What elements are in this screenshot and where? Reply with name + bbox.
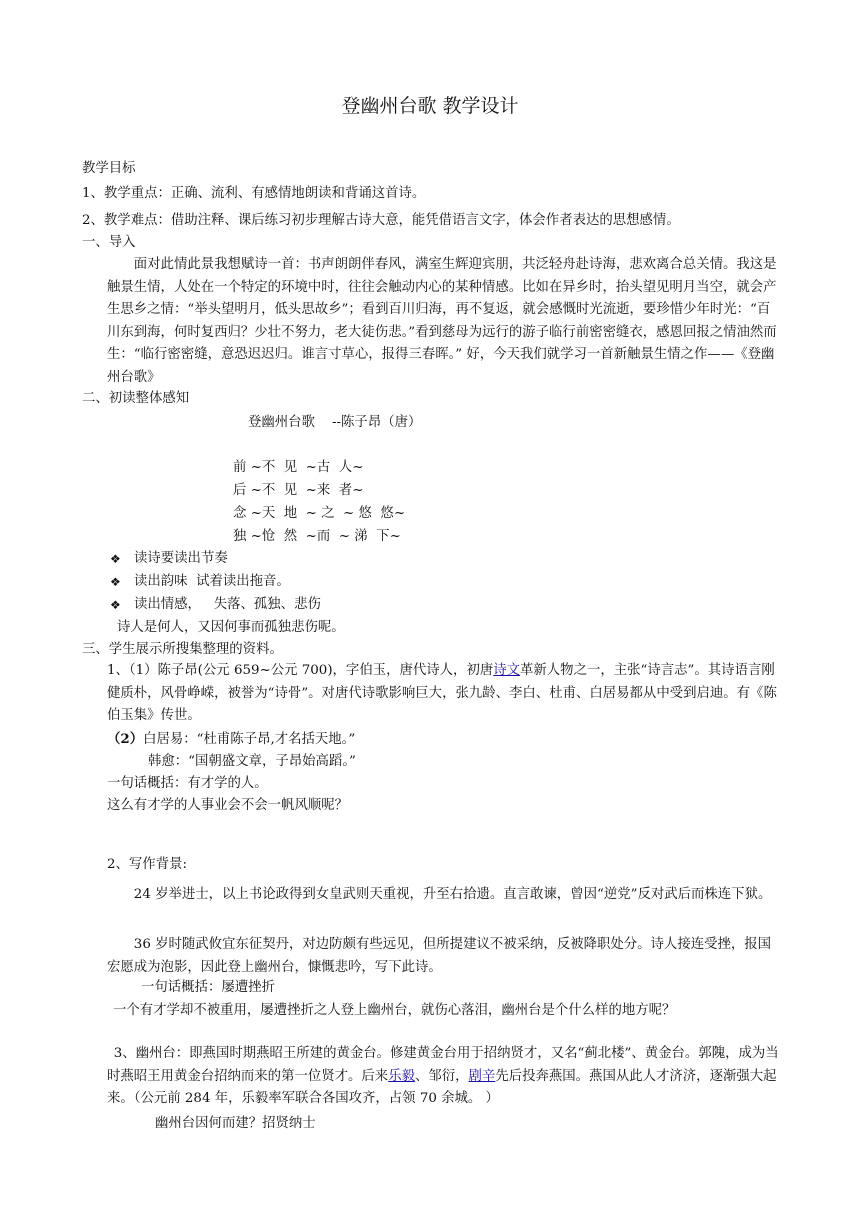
section2-heading: 二、初读整体感知 xyxy=(82,391,190,406)
diamond-bullet-icon: ❖ xyxy=(110,575,121,589)
youzhou-tower-paragraph: 3、幽州台：即燕国时期燕昭王所建的黄金台。修建黄金台用于招纳贤才，又名“蓟北楼”、黄金台。郭隗，成为当时燕昭王用黄金台招纳而来的第一位贤才。后来乐毅、邹衍，剧辛先后投奔燕国。燕国从此人才济济，逐渐强大起来。（公元前 284 年，乐毅率军联合各国攻齐，占领 70 余城。 ） xyxy=(107,1046,779,1107)
poem-line-3: 念 ~天 地 ~ 之 ~ 悠 悠~ xyxy=(233,506,406,521)
section3-heading: 三、学生展示所搜集整理的资料。 xyxy=(82,642,283,657)
poem-line-1: 前 ~不 见 ~古 人~ xyxy=(233,460,364,475)
goal-key-point: 1、教学重点：正确、流利、有感情地朗读和背诵这首诗。 xyxy=(82,186,426,201)
poem-title: 登幽州台歌 --陈子昂（唐） xyxy=(248,415,422,430)
bullet-item-1: 读诗要读出节奏 xyxy=(134,551,228,566)
summary-2: 一句话概括：屡遭挫折 xyxy=(141,980,275,995)
poem-line-4: 独 ~怆 然 ~而 ~ 涕 下~ xyxy=(233,529,401,544)
poetry-link[interactable]: 诗文 xyxy=(493,663,521,678)
bullet-item-2: 读出韵味 试着读出拖音。 xyxy=(134,574,290,589)
page-title: 登幽州台歌 教学设计 xyxy=(341,95,519,117)
diamond-bullet-icon: ❖ xyxy=(110,552,121,566)
quote-2: 韩愈：“国朝盛文章，子昂始高蹈。” xyxy=(148,754,356,769)
tower-question: 幽州台因何而建？招贤纳士 xyxy=(155,1116,316,1131)
ju-xin-link[interactable]: 剧辛 xyxy=(468,1068,496,1084)
section1-heading: 一、导入 xyxy=(82,235,136,250)
poet-question: 诗人是何人，又因何事而孤独悲伤呢。 xyxy=(117,620,345,635)
question-1: 这么有才学的人事业会不会一帆风顺呢？ xyxy=(107,798,349,813)
intro-paragraph: 面对此情此景我想赋诗一首：书声朗朗伴春风，满室生辉迎宾朋，共泛轻舟赴诗海，悲欢离合总关情。我这是触景生情，人处在一个特定的环境中时，往往会触动内心的某种情感。比如在异乡时，抬头望见明月当空，就会产生思乡之情：“举头望明月，低头思故乡”；看到百川归海，再不复返，就会感慨时光流逝，要珍惜少年时光：“百川东到海，何时复西归？少壮不努力，老大徒伤悲。”看到慈母为远行的游子临行前密密缝衣，感恩回报之情油然而生：“临行密密缝，意恐迟迟归。谁言寸草心，报得三春晖。” 好，今天我们就学习一首新触景生情之作——《登幽州台歌》 xyxy=(107,257,777,385)
background-heading: 2、写作背景: xyxy=(107,857,187,872)
poet-bio-paragraph: 1、（1）陈子昂(公元 659~公元 700)，字伯玉，唐代诗人，初唐诗文革新人物之一，主张“诗言志”。其诗语言刚健质朴，风骨峥嵘，被誉为“诗骨”。对唐代诗歌影响巨大，张九龄、李白、杜甫、白居易都从中受到启迪。有《陈伯玉集》传世。 xyxy=(107,663,777,724)
goals-heading: 教学目标 xyxy=(82,161,136,176)
diamond-bullet-icon: ❖ xyxy=(110,598,121,612)
yue-yi-link[interactable]: 乐毅 xyxy=(388,1068,415,1084)
summary-1: 一句话概括：有才学的人。 xyxy=(107,776,268,791)
bullet-item-3: 读出情感， 失落、孤独、悲伤 xyxy=(134,597,321,612)
poem-line-2: 后 ~不 见 ~来 者~ xyxy=(233,483,364,498)
question-2: 一个有才学却不被重用，屡遭挫折之人登上幽州台，就伤心落泪，幽州台是个什么样的地方呢？ xyxy=(113,1003,676,1018)
goal-difficulty: 2、教学难点：借助注释、课后练习初步理解古诗大意，能凭借语言文字，体会作者表达的思想感情。 xyxy=(82,213,680,228)
background-paragraph-2: 36 岁时随武攸宜东征契丹，对边防颇有些远见，但所提建议不被采纳，反被降职处分。诗人接连受挫，报国宏愿成为泡影，因此登上幽州台，慷慨悲吟，写下此诗。 xyxy=(107,937,772,975)
background-paragraph-1: 24 岁举进士，以上书论政得到女皇武则天重视，升至右拾遗。直言敢谏，曾因“逆党”反对武后而株连下狱。 xyxy=(133,887,772,902)
quote-1: （2）白居易：“杜甫陈子昂,才名括天地。” xyxy=(107,731,356,747)
